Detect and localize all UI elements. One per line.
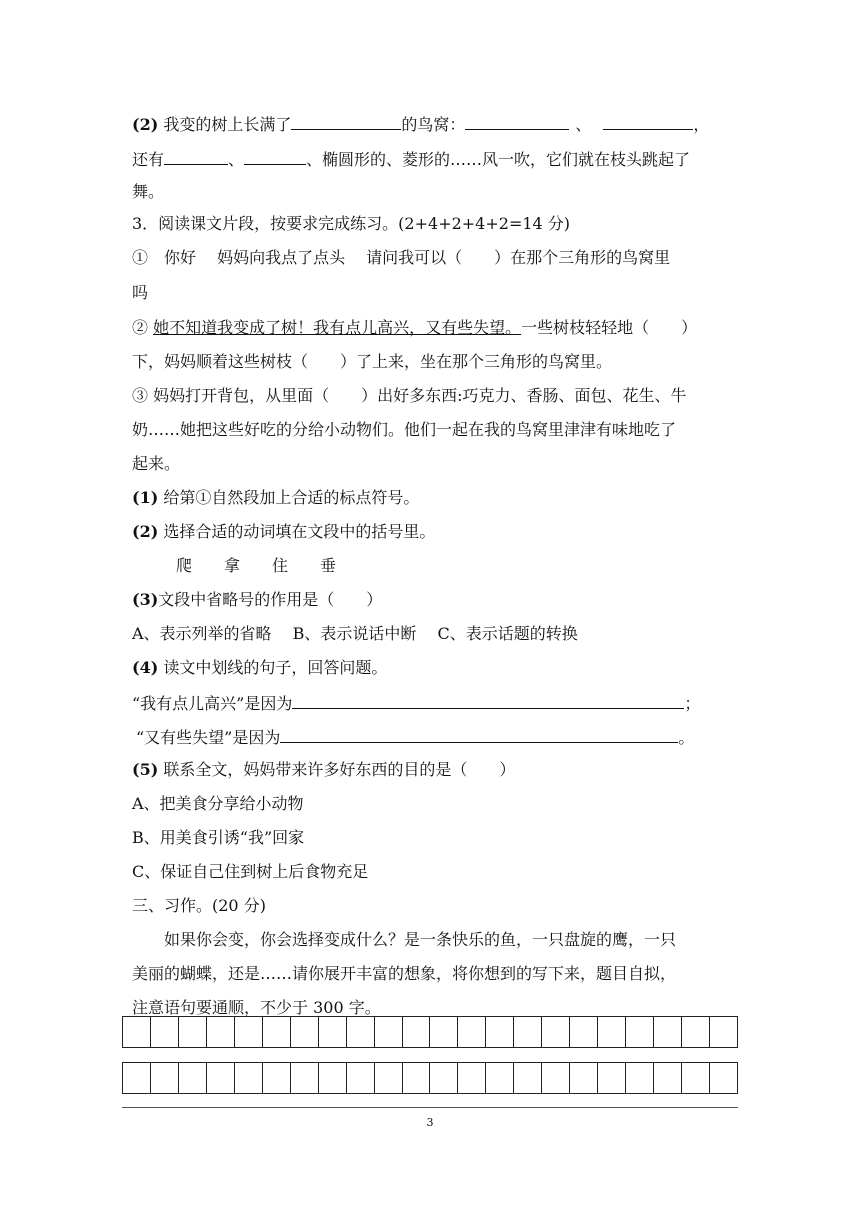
answer-blank[interactable] bbox=[244, 148, 306, 165]
writing-grid-cell[interactable] bbox=[514, 1017, 542, 1047]
q2-2-text5: 舞。 bbox=[132, 182, 165, 201]
sub3-text: 文段中省略号的作用是（ ） bbox=[158, 590, 383, 609]
writing-grid-cell[interactable] bbox=[598, 1063, 626, 1093]
q3-sub2 bbox=[132, 522, 435, 542]
q2-2-text3: 还有 bbox=[132, 150, 165, 169]
writing-grid-cell[interactable] bbox=[654, 1017, 682, 1047]
sub3-label: (3) bbox=[132, 590, 159, 609]
section3-para-line3: 注意语句要通顺，不少于 300 字。 bbox=[132, 998, 381, 1017]
q3-sub5-option-b: B、用美食引诱“我”回家 bbox=[132, 828, 305, 847]
q3-sub4-answer-b bbox=[136, 726, 694, 748]
writing-grid-cell[interactable] bbox=[235, 1017, 263, 1047]
q2-2-text2: 的鸟窝： bbox=[401, 115, 466, 134]
q2-2-sep1: 、 bbox=[575, 115, 592, 134]
sub1-label: (1) bbox=[132, 488, 159, 507]
writing-grid-cell[interactable] bbox=[207, 1063, 235, 1093]
writing-grid-cell[interactable] bbox=[458, 1063, 486, 1093]
q2-2-line1 bbox=[132, 113, 709, 135]
writing-grid-cell[interactable] bbox=[710, 1017, 737, 1047]
writing-grid-cell[interactable] bbox=[598, 1017, 626, 1047]
q3-title: 3．阅读课文片段，按要求完成练习。(2+4+2+4+2=14 分) bbox=[132, 214, 571, 233]
writing-grid-cell[interactable] bbox=[263, 1017, 291, 1047]
answer-blank[interactable] bbox=[291, 113, 401, 130]
sub5-text: 联系全文，妈妈带来许多好东西的目的是（ ） bbox=[163, 760, 516, 779]
q2-2-line3 bbox=[132, 182, 164, 202]
writing-grid-cell[interactable] bbox=[403, 1063, 431, 1093]
q3-sub3 bbox=[132, 590, 382, 610]
answer-blank[interactable] bbox=[164, 148, 228, 165]
sub2-text: 选择合适的动词填在文段中的括号里。 bbox=[163, 522, 436, 541]
section3-para-line1: 如果你会变，你会选择变成什么？是一条快乐的鱼，一只盘旋的鹰，一只 bbox=[164, 930, 677, 949]
q2-2-sep2: 、 bbox=[228, 150, 245, 169]
para2-rest: 一些树枝轻轻地（ ） bbox=[521, 318, 698, 337]
sub5-label: (5) bbox=[132, 760, 159, 779]
writing-grid-cell[interactable] bbox=[123, 1017, 151, 1047]
writing-grid-cell[interactable] bbox=[403, 1017, 431, 1047]
writing-grid-cell[interactable] bbox=[514, 1063, 542, 1093]
writing-grid-cell[interactable] bbox=[542, 1017, 570, 1047]
writing-grid-cell[interactable] bbox=[151, 1063, 179, 1093]
q2-2-line2 bbox=[132, 148, 690, 170]
q3-sub5-option-a: A、把美食分享给小动物 bbox=[132, 794, 304, 813]
section3-para-line2: 美丽的蝴蝶，还是……请你展开丰富的想象，将你想到的写下来，题目自拟， bbox=[132, 964, 677, 983]
q3-sub3-options: A、表示列举的省略 B、表示说话中断 C、表示话题的转换 bbox=[132, 624, 578, 643]
sub2-label: (2) bbox=[132, 522, 159, 541]
sub4-a-end: ； bbox=[684, 694, 701, 713]
writing-grid-cell[interactable] bbox=[682, 1017, 710, 1047]
q2-2-label: (2) bbox=[132, 115, 159, 134]
q3-sub5-option-c: C、保证自己住到树上后食物充足 bbox=[132, 862, 369, 881]
writing-grid-cell[interactable] bbox=[430, 1017, 458, 1047]
sub4-text: 读文中划线的句子，回答问题。 bbox=[163, 658, 388, 677]
q2-2-text4: 、椭圆形的、菱形的……风一吹，它们就在枝头跳起了 bbox=[306, 150, 691, 169]
q3-sub5 bbox=[132, 760, 515, 780]
answer-blank[interactable] bbox=[280, 726, 678, 743]
sub4-b-text: “又有些失望”是因为 bbox=[136, 728, 281, 747]
sub4-b-end: 。 bbox=[678, 728, 695, 747]
answer-blank[interactable] bbox=[603, 113, 693, 130]
writing-grid-cell[interactable] bbox=[319, 1017, 347, 1047]
q3-para1-line2: 吗 bbox=[132, 283, 149, 302]
writing-grid-cell[interactable] bbox=[542, 1063, 570, 1093]
sub1-text: 给第①自然段加上合适的标点符号。 bbox=[163, 488, 420, 507]
footer-divider bbox=[122, 1107, 738, 1108]
writing-grid-cell[interactable] bbox=[375, 1017, 403, 1047]
writing-grid-cell[interactable] bbox=[291, 1063, 319, 1093]
writing-grid-cell[interactable] bbox=[458, 1017, 486, 1047]
q3-para3-line1: ③ 妈妈打开背包，从里面（ ）出好多东西:巧克力、香肠、面包、花生、牛 bbox=[132, 386, 687, 405]
writing-grid-cell[interactable] bbox=[151, 1017, 179, 1047]
para2-number: ② bbox=[132, 318, 149, 337]
writing-grid-cell[interactable] bbox=[430, 1063, 458, 1093]
answer-blank[interactable] bbox=[465, 113, 569, 130]
writing-grid-cell[interactable] bbox=[235, 1063, 263, 1093]
writing-grid-cell[interactable] bbox=[207, 1017, 235, 1047]
q3-para1-line1: ① 你好 妈妈向我点了点头 请问我可以（ ）在那个三角形的鸟窝里 bbox=[132, 248, 671, 267]
writing-grid-cell[interactable] bbox=[347, 1063, 375, 1093]
writing-grid-cell[interactable] bbox=[682, 1063, 710, 1093]
writing-grid-cell[interactable] bbox=[179, 1063, 207, 1093]
sub4-a-text: “我有点儿高兴”是因为 bbox=[132, 694, 293, 713]
q3-para3-line3: 起来。 bbox=[132, 454, 181, 473]
writing-grid-cell[interactable] bbox=[626, 1063, 654, 1093]
writing-grid-cell[interactable] bbox=[123, 1063, 151, 1093]
writing-grid-cell[interactable] bbox=[486, 1063, 514, 1093]
writing-grid-cell[interactable] bbox=[347, 1017, 375, 1047]
answer-blank[interactable] bbox=[292, 692, 684, 709]
writing-grid-cell[interactable] bbox=[291, 1017, 319, 1047]
q3-sub1 bbox=[132, 488, 419, 508]
q2-2-comma: ， bbox=[693, 115, 710, 134]
writing-grid-cell[interactable] bbox=[319, 1063, 347, 1093]
q3-para3-line2: 奶……她把这些好吃的分给小动物们。他们一起在我的鸟窝里津津有味地吃了 bbox=[132, 420, 677, 439]
writing-grid-cell[interactable] bbox=[263, 1063, 291, 1093]
writing-grid-cell[interactable] bbox=[654, 1063, 682, 1093]
q3-para2-line2: 下，妈妈顺着这些树枝（ ）了上来，坐在那个三角形的鸟窝里。 bbox=[132, 352, 613, 371]
writing-grid-cell[interactable] bbox=[179, 1017, 207, 1047]
writing-grid-cell[interactable] bbox=[486, 1017, 514, 1047]
underlined-sentence: 她不知道我变成了树！我有点儿高兴，又有些失望。 bbox=[153, 318, 522, 337]
writing-grid-row[interactable] bbox=[122, 1016, 738, 1048]
writing-grid-row[interactable] bbox=[122, 1062, 738, 1094]
writing-grid-cell[interactable] bbox=[626, 1017, 654, 1047]
q3-sub4-answer-a bbox=[132, 692, 700, 714]
section3-title: 三、习作。(20 分) bbox=[132, 896, 266, 915]
verb-options: 爬 拿 住 垂 bbox=[176, 556, 337, 575]
writing-grid-cell[interactable] bbox=[710, 1063, 737, 1093]
sub4-label: (4) bbox=[132, 658, 159, 677]
writing-grid-cell[interactable] bbox=[570, 1017, 598, 1047]
q2-2-text1: 我变的树上长满了 bbox=[163, 115, 292, 134]
q3-para2-line1 bbox=[132, 318, 697, 338]
q3-sub4 bbox=[132, 658, 387, 678]
writing-grid-cell[interactable] bbox=[570, 1063, 598, 1093]
page-number: 3 bbox=[426, 1116, 434, 1129]
writing-grid-cell[interactable] bbox=[375, 1063, 403, 1093]
